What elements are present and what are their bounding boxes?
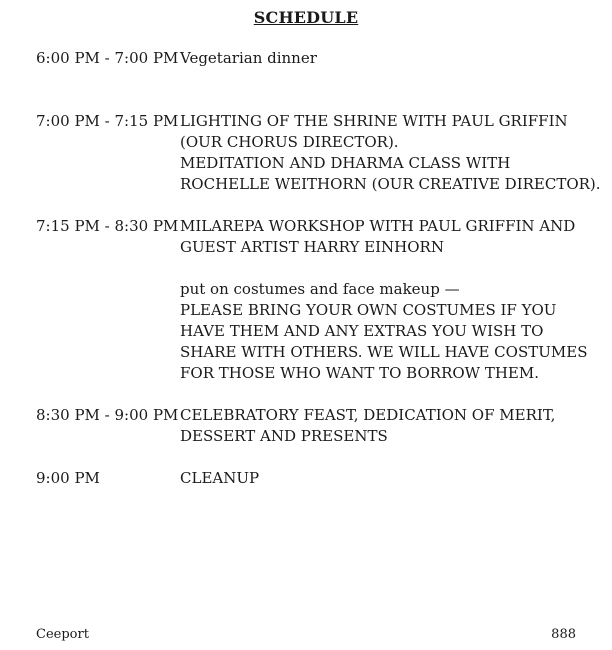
entry-line: CLEANUP: [180, 469, 260, 487]
entry-line: LIGHTING OF THE SHRINE WITH PAUL GRIFFIN: [180, 112, 568, 130]
entry-time: 7:00 PM - 7:15 PM: [36, 112, 179, 130]
entry-line: FOR THOSE WHO WANT TO BORROW THEM.: [180, 364, 540, 382]
entry-line: MILAREPA WORKSHOP WITH PAUL GRIFFIN AND: [180, 217, 576, 235]
entry-line: HAVE THEM AND ANY EXTRAS YOU WISH TO: [180, 322, 544, 340]
entry-time: 8:30 PM - 9:00 PM: [36, 406, 179, 424]
entry-time: 7:15 PM - 8:30 PM: [36, 217, 179, 235]
entry-description: [180, 405, 596, 447]
entry-line: CELEBRATORY FEAST, DEDICATION OF MERIT,: [180, 406, 556, 424]
entry-line: (OUR CHORUS DIRECTOR).: [180, 133, 399, 151]
entry-description: [180, 468, 596, 489]
schedule-entry-workshop: [36, 216, 596, 384]
entry-line: Vegetarian dinner: [180, 49, 317, 67]
page-title: SCHEDULE: [253, 8, 359, 27]
entry-description: [180, 216, 596, 384]
entry-line: ROCHELLE WEITHORN (OUR CREATIVE DIRECTOR).: [180, 175, 601, 193]
page-number: 888: [551, 627, 576, 642]
entry-line: SHARE WITH OTHERS. WE WILL HAVE COSTUMES: [180, 343, 588, 361]
schedule-entry-cleanup: [36, 468, 596, 489]
entry-line: put on costumes and face makeup —: [180, 280, 460, 298]
entry-line: DESSERT AND PRESENTS: [180, 427, 388, 445]
entry-time: 9:00 PM: [36, 469, 100, 487]
paragraph-gap: [180, 258, 596, 279]
entry-description: [180, 48, 596, 69]
schedule-entry-dinner: [36, 48, 596, 69]
schedule-entry-shrine-meditation: [36, 111, 601, 195]
schedule-entry-feast: [36, 405, 596, 447]
entry-line: PLEASE BRING YOUR OWN COSTUMES IF YOU: [180, 301, 557, 319]
entry-description: [180, 111, 601, 195]
entry-line: GUEST ARTIST HARRY EINHORN: [180, 238, 444, 256]
entry-line: MEDITATION AND DHARMA CLASS WITH: [180, 154, 511, 172]
entry-time: 6:00 PM - 7:00 PM: [36, 49, 179, 67]
schedule-list: [36, 48, 601, 510]
footer-source: Ceeport: [36, 627, 89, 642]
